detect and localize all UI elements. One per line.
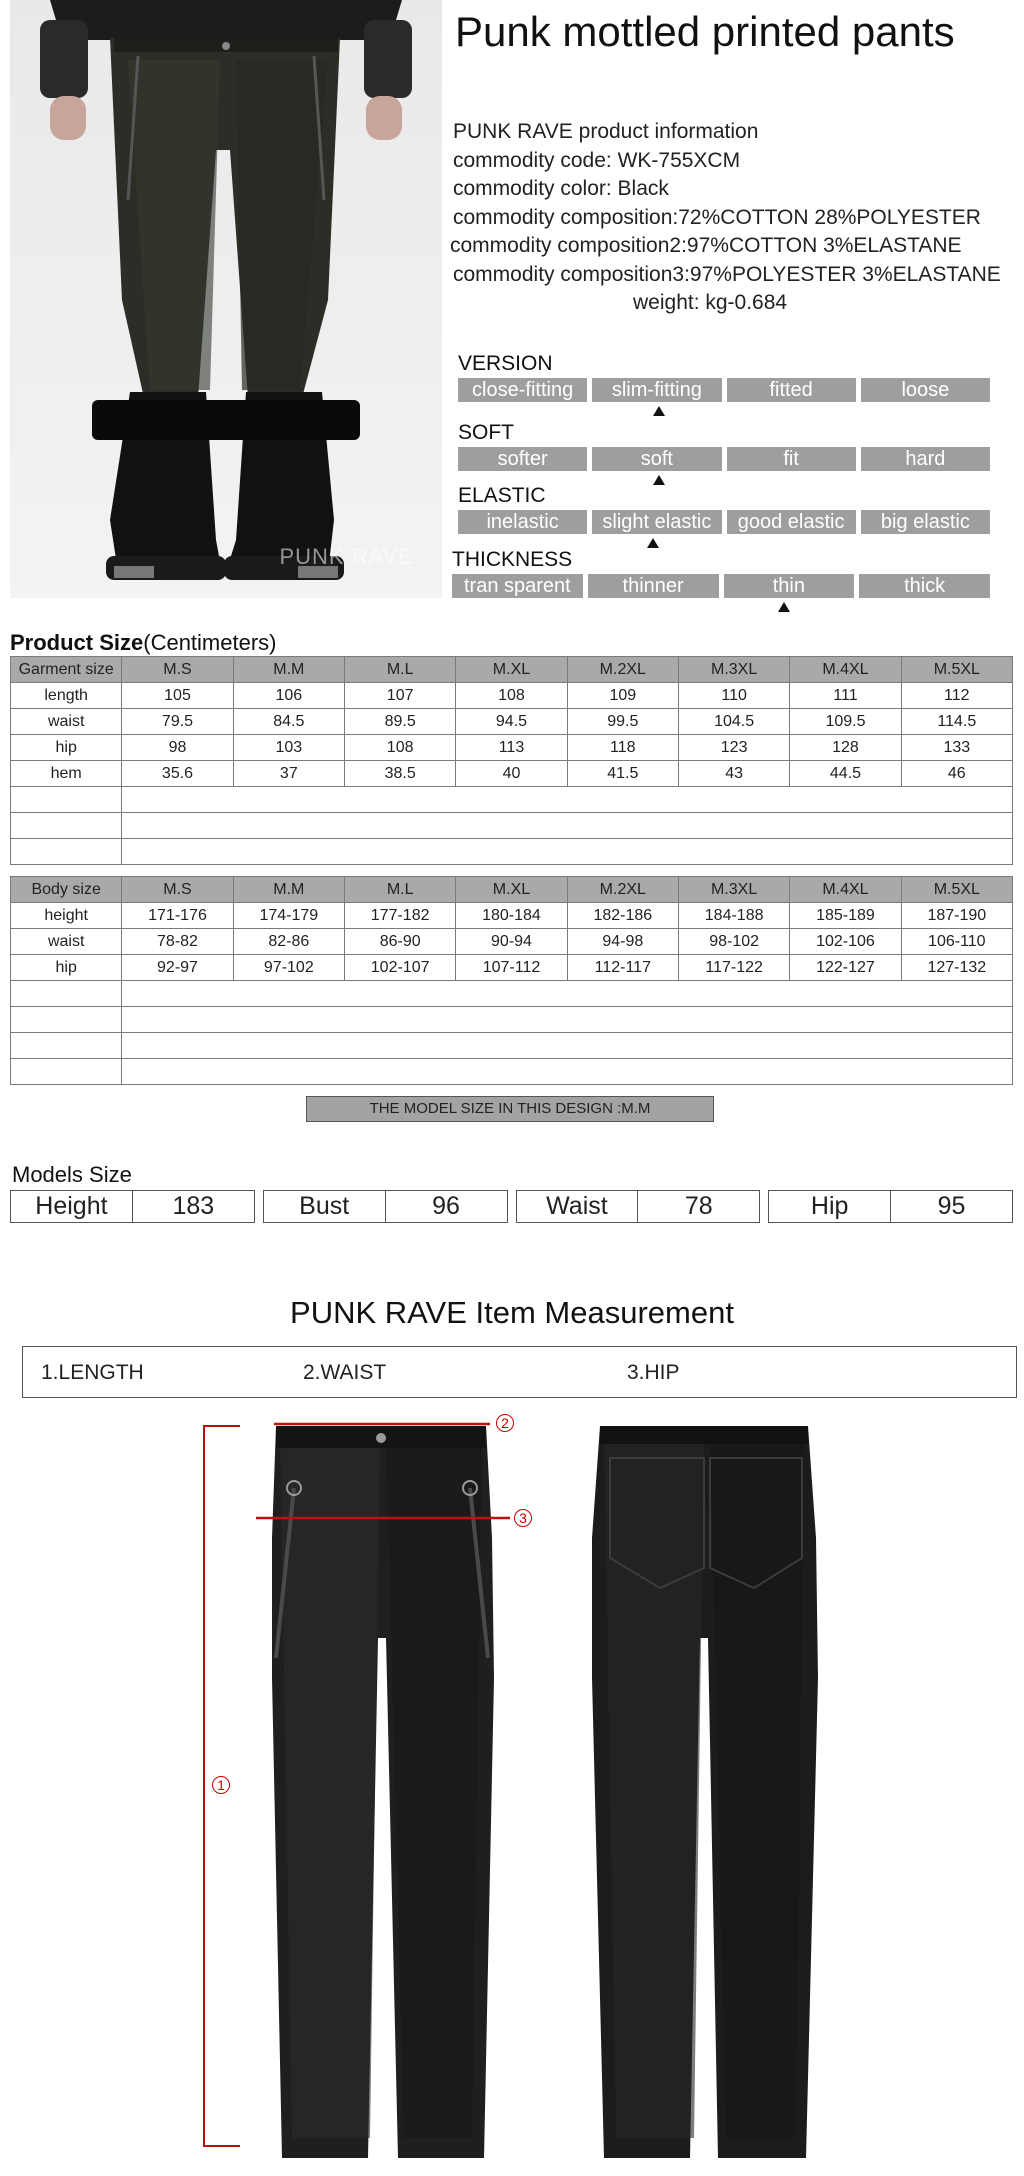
waist-marker: 2	[496, 1414, 514, 1432]
model-size-note: THE MODEL SIZE IN THIS DESIGN :M.M	[306, 1096, 714, 1122]
attribute-option: thin	[724, 574, 855, 598]
table-cell: 113	[456, 735, 567, 761]
table-header-cell: Garment size	[11, 657, 122, 683]
table-row	[11, 761, 1013, 787]
table-cell: 89.5	[344, 709, 455, 735]
table-cell: 86-90	[344, 929, 455, 955]
attribute-title: VERSION	[458, 352, 553, 375]
attribute-option: slight elastic	[592, 510, 721, 534]
attribute-option: loose	[861, 378, 990, 402]
hip-marker: 3	[514, 1509, 532, 1527]
attribute-thickness	[452, 548, 990, 598]
table-header-cell: M.M	[233, 657, 344, 683]
table-header-cell: M.2XL	[567, 657, 678, 683]
selected-marker-icon	[647, 538, 659, 548]
table-cell: 106-110	[901, 929, 1012, 955]
table-cell: 41.5	[567, 761, 678, 787]
table-cell: 78-82	[122, 929, 233, 955]
product-photo	[10, 0, 442, 598]
model-measure-height	[10, 1190, 255, 1223]
info-composition-3: commodity composition3:97%POLYESTER 3%ELASTANE	[453, 262, 1001, 286]
attribute-title: ELASTIC	[458, 484, 546, 507]
model-measure-label: Height	[35, 1192, 108, 1220]
model-measure-label: Waist	[546, 1192, 608, 1220]
table-cell: 97-102	[233, 955, 344, 981]
model-illustration	[10, 0, 442, 598]
table-header-row	[11, 657, 1013, 683]
table-cell: 94.5	[456, 709, 567, 735]
table-row	[11, 709, 1013, 735]
info-composition-2: commodity composition2:97%COTTON 3%ELASTANE	[450, 234, 962, 257]
table-cell: 98	[122, 735, 233, 761]
table-cell: 108	[456, 683, 567, 709]
pants-back-image	[570, 1418, 840, 2158]
table-cell: 102-107	[344, 955, 455, 981]
table-cell: 117-122	[678, 955, 789, 981]
table-cell: 112-117	[567, 955, 678, 981]
attribute-elastic	[458, 484, 990, 534]
table-row	[11, 903, 1013, 929]
table-cell: 118	[567, 735, 678, 761]
table-cell: 99.5	[567, 709, 678, 735]
body-size-table	[10, 876, 1013, 1085]
product-size-heading: Product Size	[10, 630, 144, 655]
table-header-cell: M.4XL	[790, 657, 901, 683]
table-cell: 38.5	[344, 761, 455, 787]
attribute-option: softer	[458, 447, 587, 471]
table-cell: 90-94	[456, 929, 567, 955]
table-header-cell: M.L	[344, 877, 455, 903]
model-measure-value: 95	[890, 1191, 1012, 1222]
measurement-item: 2.WAIST	[303, 1361, 387, 1384]
table-cell: 108	[344, 735, 455, 761]
attribute-option: thick	[859, 574, 990, 598]
info-code: commodity code: WK-755XCM	[453, 148, 741, 172]
table-header-cell: M.5XL	[901, 877, 1012, 903]
attribute-title: THICKNESS	[452, 548, 573, 571]
table-header-cell: M.XL	[456, 657, 567, 683]
info-heading: PUNK RAVE product information	[453, 120, 759, 143]
table-cell: 92-97	[122, 955, 233, 981]
table-cell: 171-176	[122, 903, 233, 929]
selected-marker-icon	[778, 602, 790, 612]
table-header-cell: M.XL	[456, 877, 567, 903]
table-cell: 114.5	[901, 709, 1012, 735]
attribute-option: close-fitting	[458, 378, 587, 402]
model-measure-label: Hip	[810, 1192, 849, 1220]
attribute-option: tran sparent	[452, 574, 583, 598]
attribute-soft	[458, 421, 990, 471]
table-cell: 106	[233, 683, 344, 709]
info-weight: weight: kg-0.684	[633, 291, 788, 314]
attribute-title: SOFT	[458, 421, 514, 444]
table-header-cell: M.3XL	[678, 657, 789, 683]
table-row	[11, 683, 1013, 709]
attribute-option: soft	[592, 447, 721, 471]
models-size-title: Models Size	[12, 1162, 132, 1187]
garment-size-table	[10, 656, 1013, 865]
table-empty-row	[11, 1033, 1013, 1059]
measurement-title: PUNK RAVE Item Measurement	[290, 1295, 734, 1330]
models-size-strip	[10, 1190, 1013, 1223]
model-measure-hip	[768, 1190, 1013, 1223]
table-cell: 109.5	[790, 709, 901, 735]
table-cell: hip	[11, 955, 122, 981]
pants-front-illustration	[180, 1418, 540, 2158]
attribute-option: big elastic	[861, 510, 990, 534]
table-cell: 180-184	[456, 903, 567, 929]
table-cell: 44.5	[790, 761, 901, 787]
table-cell: 110	[678, 683, 789, 709]
table-row	[11, 735, 1013, 761]
table-empty-row	[11, 981, 1013, 1007]
measurement-legend	[22, 1346, 1017, 1398]
table-cell: 133	[901, 735, 1012, 761]
attribute-option: fitted	[727, 378, 856, 402]
model-measure-value: 78	[637, 1191, 759, 1222]
table-header-cell: M.S	[122, 877, 233, 903]
attribute-version	[458, 352, 990, 402]
table-empty-row	[11, 813, 1013, 839]
table-cell: 174-179	[233, 903, 344, 929]
measurement-item: 1.LENGTH	[41, 1361, 144, 1384]
table-cell: 104.5	[678, 709, 789, 735]
table-header-cell: M.S	[122, 657, 233, 683]
table-cell: 35.6	[122, 761, 233, 787]
length-marker: 1	[212, 1776, 230, 1794]
table-cell: 182-186	[567, 903, 678, 929]
table-cell: 184-188	[678, 903, 789, 929]
table-cell: 84.5	[233, 709, 344, 735]
table-cell: 127-132	[901, 955, 1012, 981]
table-cell: waist	[11, 929, 122, 955]
table-cell: 46	[901, 761, 1012, 787]
product-info	[450, 118, 1023, 318]
product-title: Punk mottled printed pants	[455, 8, 955, 55]
table-row	[11, 929, 1013, 955]
table-cell: 123	[678, 735, 789, 761]
table-header-cell: M.5XL	[901, 657, 1012, 683]
table-cell: 105	[122, 683, 233, 709]
table-cell: 43	[678, 761, 789, 787]
table-cell: 109	[567, 683, 678, 709]
table-cell: height	[11, 903, 122, 929]
table-header-cell: M.M	[233, 877, 344, 903]
model-measure-waist	[516, 1190, 761, 1223]
table-cell: 82-86	[233, 929, 344, 955]
table-cell: 112	[901, 683, 1012, 709]
table-empty-row	[11, 839, 1013, 865]
table-cell: length	[11, 683, 122, 709]
table-cell: 94-98	[567, 929, 678, 955]
table-cell: 111	[790, 683, 901, 709]
table-cell: 102-106	[790, 929, 901, 955]
pants-back-illustration	[570, 1418, 840, 2158]
attribute-option: hard	[861, 447, 990, 471]
table-cell: waist	[11, 709, 122, 735]
attribute-option: fit	[727, 447, 856, 471]
model-measure-bust	[263, 1190, 508, 1223]
table-cell: 122-127	[790, 955, 901, 981]
model-measure-value: 183	[132, 1191, 254, 1222]
table-header-cell: M.L	[344, 657, 455, 683]
table-cell: 107	[344, 683, 455, 709]
table-cell: 107-112	[456, 955, 567, 981]
table-cell: 185-189	[790, 903, 901, 929]
model-measure-label: Bust	[299, 1192, 350, 1220]
pants-front-image	[180, 1415, 540, 2158]
attribute-option: thinner	[588, 574, 719, 598]
info-color: commodity color: Black	[453, 177, 669, 200]
table-cell: 40	[456, 761, 567, 787]
attribute-option: good elastic	[727, 510, 856, 534]
table-cell: 37	[233, 761, 344, 787]
attribute-option: inelastic	[458, 510, 587, 534]
attribute-option: slim-fitting	[592, 378, 721, 402]
table-cell: 187-190	[901, 903, 1012, 929]
table-header-cell: Body size	[11, 877, 122, 903]
info-composition: commodity composition:72%COTTON 28%POLYESTER	[453, 205, 981, 229]
table-cell: 103	[233, 735, 344, 761]
table-cell: hip	[11, 735, 122, 761]
table-row	[11, 955, 1013, 981]
table-empty-row	[11, 1007, 1013, 1033]
table-cell: 128	[790, 735, 901, 761]
table-header-cell: M.2XL	[567, 877, 678, 903]
table-cell: 177-182	[344, 903, 455, 929]
table-header-cell: M.4XL	[790, 877, 901, 903]
table-cell: hem	[11, 761, 122, 787]
product-size-title	[10, 630, 277, 656]
selected-marker-icon	[653, 406, 665, 416]
brand-watermark: PUNK RAVE	[279, 544, 414, 569]
model-measure-value: 96	[385, 1191, 507, 1222]
table-empty-row	[11, 1059, 1013, 1085]
table-header-cell: M.3XL	[678, 877, 789, 903]
table-cell: 98-102	[678, 929, 789, 955]
table-empty-row	[11, 787, 1013, 813]
measurement-item: 3.HIP	[627, 1361, 680, 1384]
table-cell: 79.5	[122, 709, 233, 735]
product-size-unit: (Centimeters)	[143, 630, 277, 655]
table-header-row	[11, 877, 1013, 903]
